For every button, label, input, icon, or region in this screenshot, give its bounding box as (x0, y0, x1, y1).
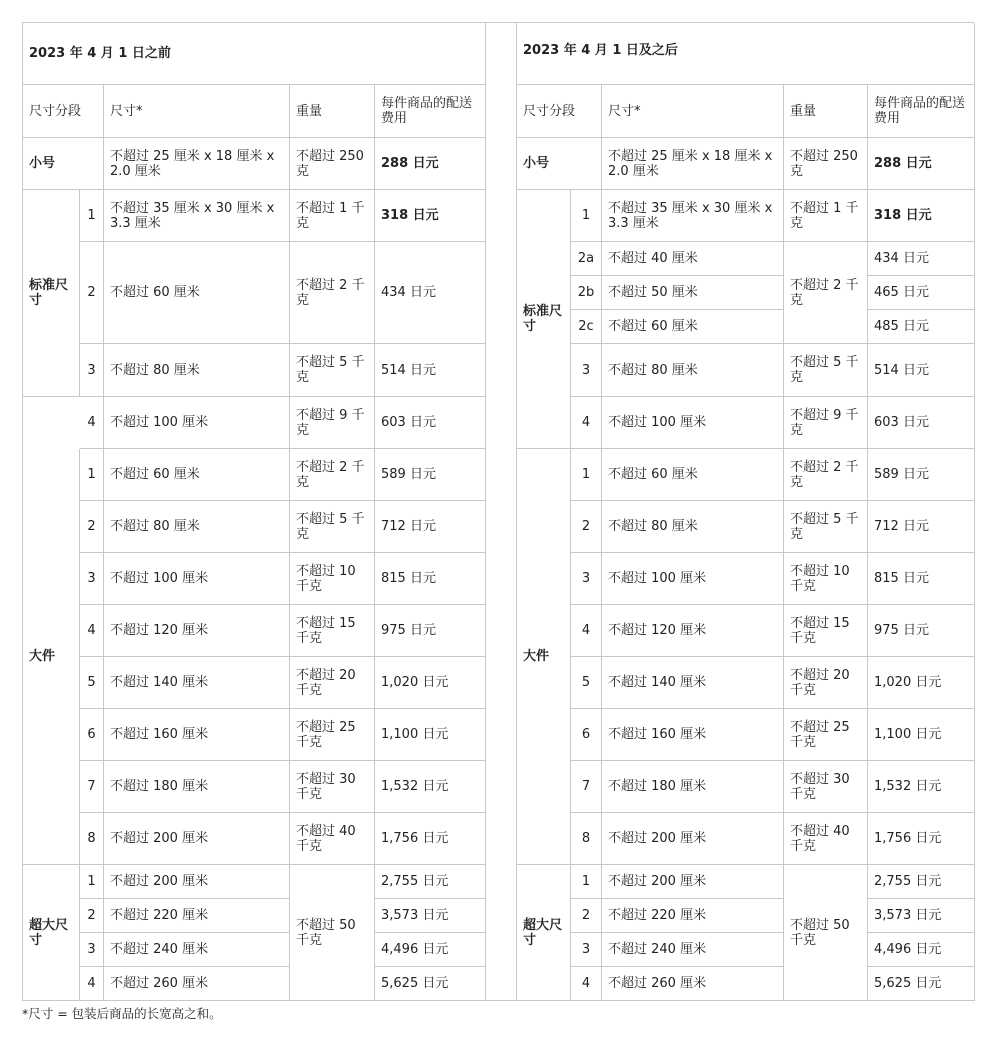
weight-cell: 不超过 10 千克 (784, 553, 868, 605)
size-cell: 不超过 200 厘米 (104, 865, 290, 899)
fee-cell: 603 日元 (375, 397, 486, 449)
tier-number: 3 (80, 933, 104, 967)
fee-cell: 2,755 日元 (375, 865, 486, 899)
tier-number: 2 (80, 501, 104, 553)
fee-cell: 514 日元 (375, 344, 486, 397)
weight-cell: 不超过 30 千克 (290, 761, 375, 813)
fee-cell: 1,100 日元 (375, 709, 486, 761)
fee-cell: 5,625 日元 (375, 967, 486, 1001)
weight-cell: 不超过 25 千克 (290, 709, 375, 761)
size-cell: 不超过 140 厘米 (602, 657, 784, 709)
weight-cell: 不超过 250 克 (290, 138, 375, 190)
tier-number: 7 (80, 761, 104, 813)
weight-cell: 不超过 2 千克 (290, 449, 375, 501)
size-cell: 不超过 80 厘米 (602, 501, 784, 553)
fee-comparison-table (22, 22, 974, 1001)
size-cell: 不超过 80 厘米 (104, 501, 290, 553)
size-cell: 不超过 140 厘米 (104, 657, 290, 709)
tier-number: 1 (80, 449, 104, 501)
size-cell: 不超过 100 厘米 (602, 553, 784, 605)
fee-cell: 288 日元 (868, 138, 975, 190)
fee-cell: 288 日元 (375, 138, 486, 190)
fee-cell: 1,532 日元 (375, 761, 486, 813)
weight-cell: 不超过 1 千克 (784, 190, 868, 242)
fee-cell: 3,573 日元 (375, 899, 486, 933)
tier-number: 5 (80, 657, 104, 709)
weight-cell: 不超过 10 千克 (290, 553, 375, 605)
fee-cell: 815 日元 (375, 553, 486, 605)
weight-cell: 不超过 5 千克 (290, 501, 375, 553)
tier-number: 2 (80, 899, 104, 933)
size-cell: 不超过 220 厘米 (104, 899, 290, 933)
size-cell: 不超过 220 厘米 (602, 899, 784, 933)
size-cell: 不超过 160 厘米 (602, 709, 784, 761)
fee-cell: 5,625 日元 (868, 967, 975, 1001)
tier-number: 6 (571, 709, 602, 761)
size-cell: 不超过 260 厘米 (104, 967, 290, 1001)
size-cell: 不超过 35 厘米 x 30 厘米 x 3.3 厘米 (602, 190, 784, 242)
size-cell: 不超过 80 厘米 (104, 344, 290, 397)
fee-cell: 712 日元 (375, 501, 486, 553)
tier-number: 2 (80, 242, 104, 344)
size-cell: 不超过 240 厘米 (602, 933, 784, 967)
tier-number: 2 (571, 899, 602, 933)
size-cell: 不超过 120 厘米 (104, 605, 290, 657)
weight-cell: 不超过 20 千克 (784, 657, 868, 709)
tier-label-standard: 标准尺寸 (517, 190, 571, 449)
tier-label-small: 小号 (23, 138, 104, 190)
size-cell: 不超过 100 厘米 (104, 553, 290, 605)
fee-cell: 1,756 日元 (375, 813, 486, 865)
size-cell: 不超过 80 厘米 (602, 344, 784, 397)
tier-number: 1 (80, 865, 104, 899)
size-cell: 不超过 60 厘米 (104, 449, 290, 501)
tier-number: 3 (80, 553, 104, 605)
size-cell: 不超过 260 厘米 (602, 967, 784, 1001)
size-cell: 不超过 25 厘米 x 18 厘米 x 2.0 厘米 (104, 138, 290, 190)
fee-cell: 514 日元 (868, 344, 975, 397)
weight-cell: 不超过 1 千克 (290, 190, 375, 242)
size-cell: 不超过 25 厘米 x 18 厘米 x 2.0 厘米 (602, 138, 784, 190)
weight-cell: 不超过 25 千克 (784, 709, 868, 761)
tier-number: 8 (571, 813, 602, 865)
tier-number: 4 (571, 967, 602, 1001)
fee-cell: 1,532 日元 (868, 761, 975, 813)
size-cell: 不超过 60 厘米 (602, 310, 784, 344)
weight-cell: 不超过 2 千克 (784, 449, 868, 501)
tier-number: 3 (80, 344, 104, 397)
header-size: 尺寸* (104, 85, 290, 138)
fee-cell: 2,755 日元 (868, 865, 975, 899)
weight-cell: 不超过 9 千克 (784, 397, 868, 449)
size-cell: 不超过 200 厘米 (602, 865, 784, 899)
size-cell: 不超过 60 厘米 (104, 242, 290, 344)
size-cell: 不超过 200 厘米 (104, 813, 290, 865)
tier-number: 2 (571, 501, 602, 553)
fee-cell: 1,100 日元 (868, 709, 975, 761)
tier-number: 1 (571, 449, 602, 501)
size-cell: 不超过 60 厘米 (602, 449, 784, 501)
fee-table-grid (22, 22, 974, 1001)
tier-number: 3 (571, 553, 602, 605)
fee-cell: 318 日元 (868, 190, 975, 242)
fee-cell: 465 日元 (868, 276, 975, 310)
size-cell: 不超过 160 厘米 (104, 709, 290, 761)
fee-cell: 603 日元 (868, 397, 975, 449)
size-cell: 不超过 35 厘米 x 30 厘米 x 3.3 厘米 (104, 190, 290, 242)
tier-label-oversize: 超大尺寸 (517, 865, 571, 1001)
weight-cell: 不超过 30 千克 (784, 761, 868, 813)
weight-cell: 不超过 15 千克 (784, 605, 868, 657)
weight-cell: 不超过 40 千克 (290, 813, 375, 865)
weight-cell: 不超过 250 克 (784, 138, 868, 190)
weight-cell: 不超过 9 千克 (290, 397, 375, 449)
tier-number: 4 (571, 397, 602, 449)
fee-cell: 1,756 日元 (868, 813, 975, 865)
weight-cell: 不超过 50 千克 (784, 865, 868, 1001)
size-cell: 不超过 40 厘米 (602, 242, 784, 276)
weight-cell: 不超过 15 千克 (290, 605, 375, 657)
fee-cell: 4,496 日元 (868, 933, 975, 967)
fee-cell: 1,020 日元 (868, 657, 975, 709)
fee-cell: 1,020 日元 (375, 657, 486, 709)
tier-number: 1 (571, 190, 602, 242)
tier-number: 8 (80, 813, 104, 865)
tier-number: 1 (571, 865, 602, 899)
tier-number: 2b (571, 276, 602, 310)
header-weight: 重量 (784, 85, 868, 138)
tier-number: 2a (571, 242, 602, 276)
fee-cell: 434 日元 (375, 242, 486, 344)
fee-cell: 318 日元 (375, 190, 486, 242)
tier-number: 3 (571, 344, 602, 397)
period-title-after: 2023 年 4 月 1 日及之后 (517, 23, 975, 85)
tier-number: 6 (80, 709, 104, 761)
weight-cell: 不超过 50 千克 (290, 865, 375, 1001)
header-tier: 尺寸分段 (517, 85, 602, 138)
fee-cell: 815 日元 (868, 553, 975, 605)
tier-label-large: 大件 (23, 449, 80, 865)
size-cell: 不超过 240 厘米 (104, 933, 290, 967)
tier-label-large: 大件 (517, 449, 571, 865)
header-fee: 每件商品的配送费用 (375, 85, 486, 138)
size-cell: 不超过 100 厘米 (602, 397, 784, 449)
tier-number: 4 (571, 605, 602, 657)
size-cell: 不超过 180 厘米 (104, 761, 290, 813)
header-tier: 尺寸分段 (23, 85, 104, 138)
weight-cell: 不超过 20 千克 (290, 657, 375, 709)
tier-number: 3 (571, 933, 602, 967)
table-gap-column (486, 23, 517, 1001)
tier-number: 4 (80, 967, 104, 1001)
tier-number: 5 (571, 657, 602, 709)
size-cell: 不超过 200 厘米 (602, 813, 784, 865)
tier-number: 2c (571, 310, 602, 344)
fee-cell: 485 日元 (868, 310, 975, 344)
header-fee: 每件商品的配送费用 (868, 85, 975, 138)
tier-number: 7 (571, 761, 602, 813)
tier-number: 4 (80, 397, 104, 449)
weight-cell: 不超过 5 千克 (784, 344, 868, 397)
tier-number: 1 (80, 190, 104, 242)
fee-cell: 3,573 日元 (868, 899, 975, 933)
weight-cell: 不超过 5 千克 (290, 344, 375, 397)
fee-cell: 434 日元 (868, 242, 975, 276)
weight-cell: 不超过 40 千克 (784, 813, 868, 865)
size-footnote: *尺寸 = 包装后商品的长宽高之和。 (22, 1006, 222, 1021)
tier-label-standard: 标准尺寸 (23, 190, 80, 397)
tier-number: 4 (80, 605, 104, 657)
tier-label-oversize: 超大尺寸 (23, 865, 80, 1001)
fee-cell: 589 日元 (868, 449, 975, 501)
weight-cell: 不超过 5 千克 (784, 501, 868, 553)
size-cell: 不超过 50 厘米 (602, 276, 784, 310)
fee-cell: 975 日元 (375, 605, 486, 657)
fee-cell: 975 日元 (868, 605, 975, 657)
weight-cell: 不超过 2 千克 (290, 242, 375, 344)
header-weight: 重量 (290, 85, 375, 138)
fee-cell: 712 日元 (868, 501, 975, 553)
weight-cell: 不超过 2 千克 (784, 242, 868, 344)
fee-cell: 589 日元 (375, 449, 486, 501)
tier-label-small: 小号 (517, 138, 602, 190)
header-size: 尺寸* (602, 85, 784, 138)
size-cell: 不超过 100 厘米 (104, 397, 290, 449)
fee-cell: 4,496 日元 (375, 933, 486, 967)
period-title-before: 2023 年 4 月 1 日之前 (23, 23, 486, 85)
size-cell: 不超过 120 厘米 (602, 605, 784, 657)
size-cell: 不超过 180 厘米 (602, 761, 784, 813)
